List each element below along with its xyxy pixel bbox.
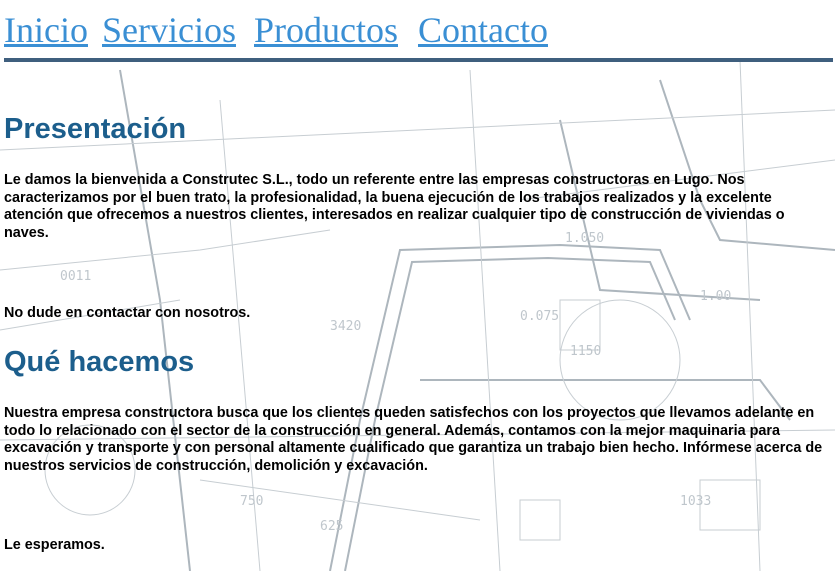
presentacion-heading: Presentación: [4, 113, 187, 145]
svg-text:0011: 0011: [60, 269, 92, 284]
svg-text:750: 750: [240, 494, 264, 509]
nav-link-productos[interactable]: Productos: [254, 10, 398, 50]
svg-text:625: 625: [320, 519, 344, 534]
main-nav: [4, 0, 833, 62]
svg-text:1033: 1033: [680, 494, 712, 509]
nav-link-servicios[interactable]: Servicios: [102, 10, 236, 50]
presentacion-body: Le damos la bienvenida a Construtec S.L., todo un referente entre las empresas constructoras en Lugo. Nos caracterizamos por el buen trato, la profesionalidad, la buena ejecución de los trabajos realizados y la excelente atención que ofrecemos a nuestros clientes, interesados en realizar cualquier tipo de construcción de viviendas o naves.: [4, 172, 785, 241]
presentacion-closing: No dude en contactar con nosotros.: [4, 305, 251, 321]
que-hacemos-closing: Le esperamos.: [4, 537, 105, 553]
svg-text:0.075: 0.075: [520, 309, 560, 324]
que-hacemos-body: Nuestra empresa constructora busca que los clientes queden satisfechos con los proyectos que llevamos adelante en todo lo relacionado con el sector de la construcción en general. Además, contamos con la mejor maquinaria para excavación y transporte y con personal altamente cualificado que garantiza un trabajo bien hecho. Infórmese acerca de nuestros servicios de construcción, demolición y excavación.: [4, 405, 823, 474]
nav-link-inicio[interactable]: Inicio: [4, 10, 88, 50]
que-hacemos-heading: Qué hacemos: [4, 346, 195, 378]
nav-link-contacto[interactable]: Contacto: [418, 10, 548, 50]
svg-text:1.00: 1.00: [700, 289, 732, 304]
svg-text:1150: 1150: [570, 344, 602, 359]
svg-text:3420: 3420: [330, 319, 362, 334]
svg-text:1.050: 1.050: [565, 231, 605, 246]
